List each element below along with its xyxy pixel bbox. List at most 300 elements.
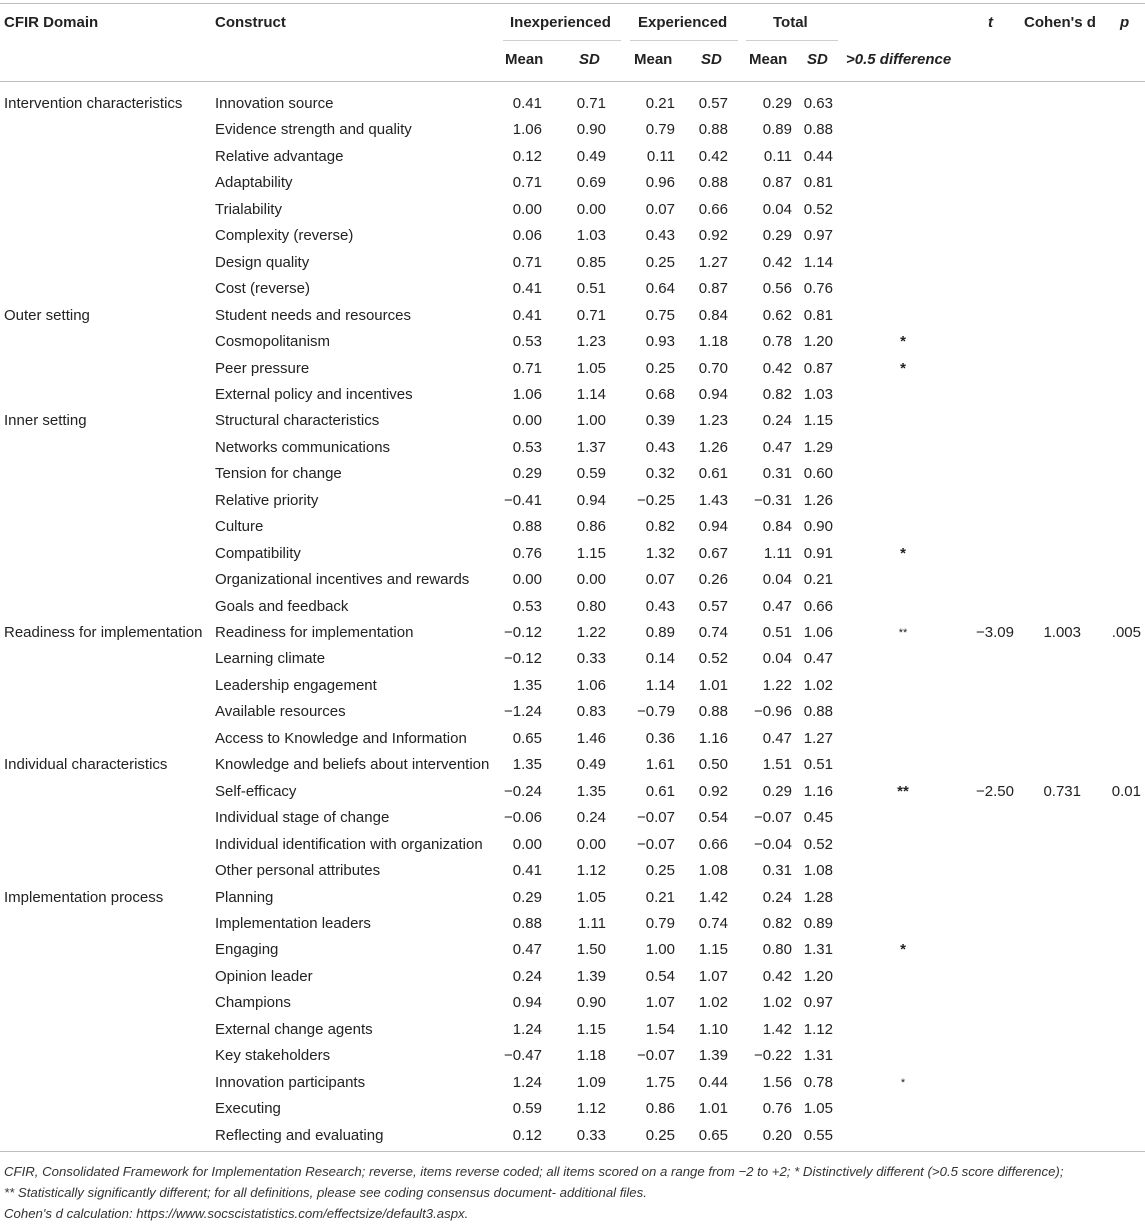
cell-total-sd: 1.08: [803, 862, 833, 880]
footnote-1: CFIR, Consolidated Framework for Implementation Research; reverse, items reverse coded; all items scored on a range from −2 to +2; * Distinctively different (>0.5 score difference);: [4, 1164, 1064, 1179]
cell-experienced-mean: 0.11: [646, 147, 675, 165]
footnote-2: ** Statistically significantly different; for all definitions, please see coding consensus document- additional files.: [4, 1185, 647, 1200]
cell-inexperienced-sd: 1.12: [576, 862, 606, 880]
table-row: [0, 964, 1145, 990]
cell-inexperienced-mean: 0.00: [512, 200, 542, 218]
table-row: [0, 752, 1145, 778]
cell-construct: Relative priority: [215, 491, 319, 509]
cell-experienced-sd: 0.66: [698, 200, 728, 218]
cell-total-mean: 0.29: [762, 95, 792, 112]
table-row: [0, 673, 1145, 699]
cell-experienced-sd: 1.08: [698, 862, 728, 880]
cell-total-mean: −0.22: [754, 1047, 792, 1065]
cell-p: .005: [1111, 624, 1141, 641]
table-row: [0, 382, 1145, 408]
cell-total-sd: 0.60: [803, 465, 833, 483]
header-experienced: Experienced: [638, 14, 728, 31]
cell-total-sd: 0.78: [803, 1073, 833, 1091]
cell-inexperienced-mean: 0.00: [512, 412, 542, 430]
cell-inexperienced-sd: 1.15: [576, 544, 606, 562]
table-row: [0, 276, 1145, 302]
cell-construct: Networks communications: [215, 438, 391, 456]
cell-experienced-sd: 1.18: [698, 333, 728, 351]
footnote-3: Cohen's d calculation: https://www.socscistatistics.com/effectsize/default3.aspx.: [4, 1206, 469, 1221]
header-diff: >0.5 difference: [846, 51, 952, 68]
cell-inexperienced-sd: 0.33: [576, 1126, 606, 1144]
cell-experienced-sd: 0.66: [698, 835, 728, 853]
header-inexperienced-sd: SD: [579, 51, 600, 68]
cell-total-sd: 1.26: [803, 491, 833, 509]
group-rule-inexperienced: [503, 40, 621, 41]
cell-inexperienced-mean: −0.06: [504, 809, 542, 827]
cell-total-sd: 0.21: [803, 571, 833, 589]
cell-experienced-mean: 0.21: [645, 95, 675, 112]
table-row: [0, 646, 1145, 672]
cell-construct: Readiness for implementation: [215, 624, 414, 641]
cell-experienced-sd: 0.57: [698, 95, 728, 112]
cell-inexperienced-sd: 0.59: [576, 465, 606, 483]
cell-experienced-sd: 0.26: [698, 571, 728, 589]
table-row: [0, 117, 1145, 143]
table-row: [0, 197, 1145, 223]
header-construct: Construct: [215, 14, 286, 31]
cell-inexperienced-mean: 0.41: [512, 862, 542, 880]
cell-inexperienced-sd: 0.69: [576, 174, 606, 192]
table-row: [0, 329, 1145, 355]
header-p: p: [1120, 14, 1130, 31]
cell-construct: Implementation leaders: [215, 914, 371, 932]
header-inexperienced: Inexperienced: [510, 14, 611, 31]
cell-experienced-mean: 1.54: [645, 1020, 675, 1038]
cell-inexperienced-mean: 0.41: [512, 280, 542, 298]
cell-experienced-mean: 1.00: [645, 941, 675, 959]
cell-total-sd: 0.89: [803, 914, 833, 932]
cell-experienced-sd: 1.27: [698, 253, 728, 271]
cell-inexperienced-sd: 1.11: [577, 914, 606, 932]
cell-inexperienced-sd: 0.49: [576, 147, 606, 165]
cell-total-sd: 1.02: [803, 676, 833, 694]
cell-construct: Learning climate: [215, 650, 326, 668]
cell-total-sd: 1.31: [803, 941, 833, 959]
cell-experienced-mean: −0.25: [637, 491, 675, 509]
cell-inexperienced-sd: 1.46: [576, 729, 606, 747]
cell-construct: Other personal attributes: [215, 862, 381, 880]
cell-domain: Implementation process: [4, 888, 164, 906]
cell-inexperienced-sd: 1.39: [576, 967, 606, 985]
cell-experienced-mean: 0.54: [645, 967, 675, 985]
cell-inexperienced-sd: 1.12: [576, 1100, 606, 1118]
cell-inexperienced-mean: 0.71: [512, 359, 542, 377]
cell-inexperienced-mean: 1.06: [512, 121, 542, 139]
cell-total-mean: 1.42: [762, 1020, 792, 1038]
table-row: [0, 1070, 1145, 1096]
cell-experienced-mean: −0.07: [637, 1047, 675, 1065]
cell-construct: Opinion leader: [215, 967, 313, 985]
cell-experienced-mean: 0.07: [645, 571, 675, 589]
cell-total-sd: 0.55: [803, 1126, 833, 1144]
cell-experienced-sd: 0.74: [698, 914, 728, 932]
cell-difference-mark: *: [900, 359, 906, 377]
cell-inexperienced-mean: 0.53: [512, 597, 542, 615]
cell-cohens-d: 0.731: [1043, 782, 1081, 800]
cell-construct: Student needs and resources: [215, 306, 411, 324]
cell-total-sd: 1.05: [803, 1100, 833, 1118]
cell-total-sd: 0.81: [803, 174, 833, 192]
cell-inexperienced-sd: 1.06: [576, 676, 606, 694]
cell-experienced-mean: 0.79: [645, 121, 675, 139]
cell-difference-mark: **: [897, 782, 909, 800]
table-bottom-rule: [0, 1151, 1145, 1152]
cell-experienced-sd: 0.87: [698, 280, 728, 298]
cell-inexperienced-sd: 0.80: [576, 597, 606, 615]
cell-experienced-sd: 0.92: [698, 782, 728, 800]
cell-total-mean: 0.04: [762, 571, 792, 589]
cell-inexperienced-sd: 1.05: [576, 888, 606, 906]
cell-experienced-sd: 0.65: [698, 1126, 728, 1144]
table-row: [0, 1123, 1145, 1149]
cell-total-sd: 1.27: [803, 729, 833, 747]
cell-experienced-mean: 1.75: [645, 1073, 675, 1091]
table-row: [0, 594, 1145, 620]
cell-experienced-sd: 0.92: [698, 227, 728, 245]
cell-inexperienced-sd: 1.22: [576, 624, 606, 641]
table-row: [0, 885, 1145, 911]
cell-difference-mark: **: [898, 627, 908, 639]
cell-total-sd: 0.66: [803, 597, 833, 615]
cell-total-sd: 1.06: [803, 624, 833, 641]
cell-experienced-mean: 0.68: [645, 385, 675, 403]
cell-inexperienced-mean: 0.12: [512, 147, 542, 165]
cell-construct: Cost (reverse): [215, 280, 311, 298]
cell-experienced-sd: 0.42: [698, 147, 728, 165]
cell-experienced-mean: 1.14: [645, 676, 675, 694]
cell-construct: Tension for change: [215, 465, 342, 483]
cell-construct: Structural characteristics: [215, 412, 380, 430]
header-inexperienced-mean: Mean: [505, 51, 544, 68]
cell-total-mean: 0.31: [762, 862, 792, 880]
cell-inexperienced-sd: 1.23: [576, 333, 606, 351]
cell-total-sd: 1.12: [803, 1020, 833, 1038]
cell-construct: Access to Knowledge and Information: [215, 729, 467, 747]
cell-inexperienced-sd: 1.15: [576, 1020, 606, 1038]
cell-inexperienced-sd: 0.51: [576, 280, 606, 298]
cell-total-mean: 1.51: [762, 756, 792, 774]
cell-experienced-mean: −0.79: [637, 703, 675, 721]
cell-experienced-sd: 1.43: [698, 491, 728, 509]
cell-experienced-sd: 1.23: [698, 412, 728, 430]
cell-difference-mark: *: [900, 1076, 906, 1089]
cell-inexperienced-sd: 1.14: [576, 385, 606, 403]
cell-experienced-mean: 0.79: [645, 914, 675, 932]
cell-construct: Key stakeholders: [215, 1047, 331, 1065]
cell-total-mean: 0.62: [762, 306, 792, 324]
cell-total-mean: 0.89: [762, 121, 792, 139]
cell-experienced-mean: −0.07: [637, 835, 675, 853]
table-row: [0, 832, 1145, 858]
cell-experienced-sd: 0.57: [698, 597, 728, 615]
group-rule-total: [746, 40, 838, 41]
cell-inexperienced-mean: 0.00: [512, 835, 542, 853]
cell-experienced-mean: 0.64: [645, 280, 675, 298]
cell-experienced-sd: 1.15: [698, 941, 728, 959]
cell-construct: Available resources: [215, 703, 346, 721]
cell-total-mean: 1.56: [762, 1073, 792, 1091]
cell-inexperienced-sd: 1.03: [576, 227, 606, 245]
cell-total-mean: 0.47: [762, 597, 792, 615]
cell-total-sd: 1.31: [803, 1047, 833, 1065]
cell-experienced-sd: 0.67: [698, 544, 728, 562]
cell-inexperienced-sd: 1.18: [576, 1047, 606, 1065]
cell-experienced-mean: 0.36: [645, 729, 675, 747]
cell-total-mean: 0.51: [762, 624, 792, 641]
table-row: [0, 435, 1145, 461]
cell-total-mean: 0.56: [762, 280, 792, 298]
table-row: [0, 699, 1145, 725]
table-row: [0, 620, 1145, 646]
table-row: [0, 1043, 1145, 1069]
table-row: [0, 911, 1145, 937]
cell-construct: Goals and feedback: [215, 597, 349, 615]
cell-total-mean: 0.82: [762, 914, 792, 932]
cell-inexperienced-mean: 0.53: [512, 333, 542, 351]
cell-domain: Readiness for implementation: [4, 624, 203, 641]
cell-inexperienced-mean: 0.88: [512, 518, 542, 536]
cell-total-mean: 0.80: [762, 941, 792, 959]
cell-experienced-sd: 0.74: [698, 624, 728, 641]
header-total-sd: SD: [807, 51, 828, 68]
cell-construct: Complexity (reverse): [215, 227, 354, 245]
cell-construct: Executing: [215, 1100, 281, 1118]
cell-total-sd: 0.90: [803, 518, 833, 536]
cell-total-mean: 1.11: [763, 544, 792, 562]
table-row: [0, 726, 1145, 752]
cell-total-sd: 1.16: [803, 782, 833, 800]
cell-total-sd: 1.15: [803, 412, 833, 430]
cell-inexperienced-sd: 1.37: [576, 438, 606, 456]
cell-total-sd: 0.44: [803, 147, 833, 165]
cell-inexperienced-sd: 1.00: [576, 412, 606, 430]
table-row: [0, 223, 1145, 249]
header-total-mean: Mean: [749, 51, 788, 68]
cell-total-mean: 0.24: [762, 888, 792, 906]
cell-inexperienced-mean: −1.24: [504, 703, 542, 721]
cell-experienced-mean: 1.07: [645, 994, 675, 1012]
cell-inexperienced-mean: 0.00: [512, 571, 542, 589]
cell-domain: Individual characteristics: [4, 756, 168, 774]
cell-inexperienced-mean: 0.24: [512, 967, 542, 985]
cell-total-mean: −0.31: [754, 491, 792, 509]
cell-construct: Individual identification with organization: [215, 835, 483, 853]
cell-construct: Adaptability: [215, 174, 293, 192]
cell-inexperienced-mean: 0.76: [512, 544, 542, 562]
cell-experienced-sd: 0.44: [698, 1073, 728, 1091]
cell-experienced-mean: 0.07: [645, 200, 675, 218]
cell-experienced-sd: 0.70: [698, 359, 728, 377]
cell-inexperienced-sd: 1.05: [576, 359, 606, 377]
cell-total-mean: 0.04: [762, 650, 792, 668]
cell-inexperienced-mean: 0.41: [512, 306, 542, 324]
table-row: [0, 144, 1145, 170]
cell-experienced-mean: 0.75: [645, 306, 675, 324]
cell-inexperienced-sd: 0.71: [576, 95, 606, 112]
cell-experienced-sd: 1.16: [698, 729, 728, 747]
table-row: [0, 1017, 1145, 1043]
cell-construct: Culture: [215, 518, 264, 536]
cell-inexperienced-mean: 0.71: [512, 253, 542, 271]
cell-experienced-sd: 1.42: [698, 888, 728, 906]
cell-inexperienced-mean: 0.71: [512, 174, 542, 192]
header-cfir-domain: CFIR Domain: [4, 14, 99, 31]
cell-total-sd: 0.81: [803, 306, 833, 324]
cell-experienced-sd: 0.88: [698, 703, 728, 721]
cell-experienced-mean: 0.14: [645, 650, 675, 668]
table-row: [0, 250, 1145, 276]
cell-inexperienced-mean: 0.59: [512, 1100, 542, 1118]
cell-inexperienced-mean: 0.29: [512, 465, 542, 483]
table-row: [0, 303, 1145, 329]
header-experienced-mean: Mean: [634, 51, 673, 68]
cell-inexperienced-mean: 0.06: [512, 227, 542, 245]
table-row: [0, 1096, 1145, 1122]
cell-total-mean: 0.20: [762, 1126, 792, 1144]
cell-inexperienced-sd: 0.94: [576, 491, 606, 509]
cell-total-sd: 0.76: [803, 280, 833, 298]
cell-experienced-mean: 0.61: [645, 782, 675, 800]
cell-total-sd: 0.97: [803, 227, 833, 245]
cell-construct: Relative advantage: [215, 147, 344, 165]
cell-experienced-sd: 1.01: [698, 676, 728, 694]
cell-experienced-sd: 0.88: [698, 174, 728, 192]
cell-experienced-mean: 0.25: [645, 359, 675, 377]
cell-inexperienced-mean: 0.53: [512, 438, 542, 456]
table-row: [0, 91, 1145, 117]
cell-experienced-sd: 1.26: [698, 438, 728, 456]
cell-inexperienced-sd: 0.00: [576, 571, 606, 589]
cell-inexperienced-mean: 0.94: [512, 994, 542, 1012]
cell-total-sd: 0.45: [803, 809, 833, 827]
cell-experienced-mean: 1.32: [645, 544, 675, 562]
cell-inexperienced-mean: 0.29: [512, 888, 542, 906]
cell-experienced-mean: 0.25: [645, 253, 675, 271]
cell-difference-mark: *: [900, 333, 906, 351]
cell-experienced-mean: 0.82: [645, 518, 675, 536]
cell-domain: Inner setting: [4, 412, 87, 430]
cell-construct: Compatibility: [215, 544, 301, 562]
cell-total-sd: 1.03: [803, 385, 833, 403]
cell-experienced-sd: 0.88: [698, 121, 728, 139]
cell-inexperienced-sd: 0.90: [576, 121, 606, 139]
cell-construct: Innovation participants: [215, 1073, 366, 1091]
cell-construct: Cosmopolitanism: [215, 333, 331, 351]
cell-total-mean: 0.42: [762, 967, 792, 985]
table-row: [0, 779, 1145, 805]
cell-inexperienced-mean: −0.12: [504, 624, 542, 641]
cell-experienced-sd: 1.07: [698, 967, 728, 985]
cell-construct: Knowledge and beliefs about intervention: [215, 756, 490, 774]
cell-inexperienced-sd: 0.85: [576, 253, 606, 271]
table-row: [0, 170, 1145, 196]
table-row: [0, 805, 1145, 831]
cell-total-mean: 0.29: [762, 227, 792, 245]
cell-experienced-mean: 0.21: [645, 888, 675, 906]
cell-experienced-mean: 0.96: [645, 174, 675, 192]
cell-inexperienced-sd: 1.35: [576, 782, 606, 800]
cell-construct: Evidence strength and quality: [215, 121, 412, 139]
cell-total-mean: −0.04: [754, 835, 792, 853]
cell-experienced-sd: 0.61: [698, 465, 728, 483]
cell-construct: Leadership engagement: [215, 676, 377, 694]
cell-construct: Champions: [215, 994, 291, 1012]
cell-inexperienced-mean: 1.35: [512, 676, 542, 694]
cell-construct: External change agents: [215, 1020, 373, 1038]
cell-p: 0.01: [1111, 782, 1141, 800]
cell-inexperienced-sd: 1.09: [576, 1073, 606, 1091]
cell-experienced-mean: 0.25: [645, 862, 675, 880]
cell-experienced-mean: 0.89: [645, 624, 675, 641]
header-t: t: [988, 14, 993, 31]
cell-construct: External policy and incentives: [215, 385, 413, 403]
cell-construct: Individual stage of change: [215, 809, 390, 827]
cell-inexperienced-mean: −0.24: [504, 782, 542, 800]
cell-inexperienced-mean: 0.65: [512, 729, 542, 747]
table-header-rule: [0, 81, 1145, 82]
cell-total-sd: 0.91: [803, 544, 833, 562]
cell-total-sd: 1.14: [803, 253, 833, 271]
cell-inexperienced-sd: 0.00: [576, 835, 606, 853]
cell-experienced-mean: 0.32: [645, 465, 675, 483]
cell-inexperienced-mean: −0.47: [504, 1047, 542, 1065]
cell-total-mean: 0.78: [762, 333, 792, 351]
cell-construct: Reflecting and evaluating: [215, 1126, 384, 1144]
table-row: [0, 567, 1145, 593]
cell-total-sd: 0.51: [803, 756, 833, 774]
cell-total-mean: 0.04: [762, 200, 792, 218]
cell-inexperienced-sd: 0.00: [576, 200, 606, 218]
cell-inexperienced-mean: 1.24: [512, 1020, 542, 1038]
cell-inexperienced-mean: −0.41: [504, 491, 542, 509]
cell-total-sd: 0.97: [803, 994, 833, 1012]
cell-experienced-sd: 0.94: [698, 385, 728, 403]
cell-total-mean: 0.29: [762, 782, 792, 800]
cell-inexperienced-sd: 0.90: [576, 994, 606, 1012]
cell-total-mean: 0.24: [762, 412, 792, 430]
cell-inexperienced-mean: 1.06: [512, 385, 542, 403]
cell-construct: Planning: [215, 888, 274, 906]
cell-total-mean: 0.31: [762, 465, 792, 483]
table-top-rule: [0, 3, 1145, 4]
cell-inexperienced-mean: 0.41: [512, 95, 542, 112]
cell-total-sd: 1.20: [803, 967, 833, 985]
table-row: [0, 461, 1145, 487]
cell-construct: Organizational incentives and rewards: [215, 571, 470, 589]
cell-total-sd: 1.20: [803, 333, 833, 351]
cell-total-sd: 1.29: [803, 438, 833, 456]
cell-total-mean: −0.96: [754, 703, 792, 721]
cell-inexperienced-mean: 0.47: [512, 941, 542, 959]
table-row: [0, 937, 1145, 963]
cell-total-mean: 0.11: [763, 147, 792, 165]
cell-total-mean: 0.84: [762, 518, 792, 536]
cell-inexperienced-sd: 0.83: [576, 703, 606, 721]
table-row: [0, 514, 1145, 540]
cell-inexperienced-sd: 1.50: [576, 941, 606, 959]
cell-construct: Trialability: [215, 200, 282, 218]
cell-construct: Self-efficacy: [215, 782, 297, 800]
cell-domain: Intervention characteristics: [4, 95, 183, 112]
table-row: [0, 990, 1145, 1016]
cell-total-mean: 0.47: [762, 729, 792, 747]
cell-inexperienced-mean: 0.12: [512, 1126, 542, 1144]
